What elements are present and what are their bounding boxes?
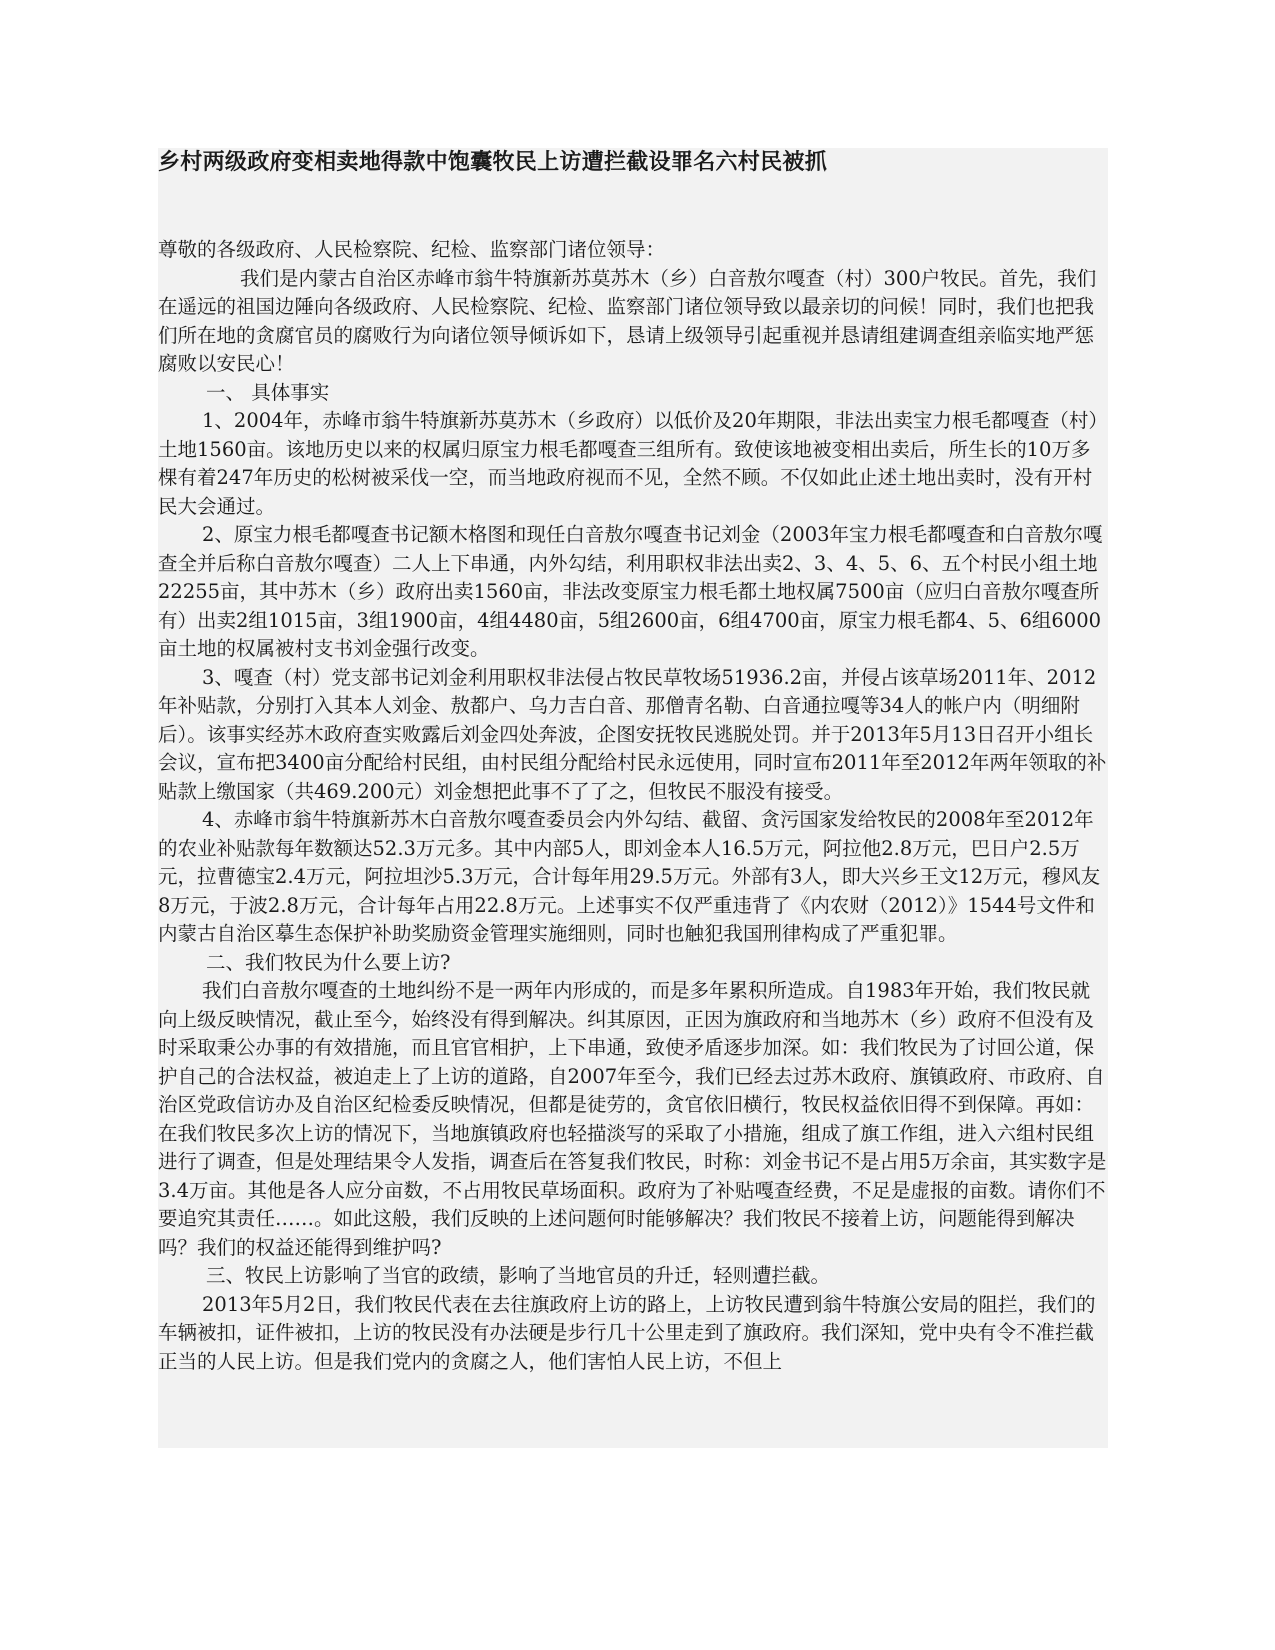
section-heading-1: 一、 具体事实 xyxy=(206,380,330,404)
fact-paragraph-2: 2、原宝力根毛都嘎查书记额木格图和现任白音敖尔嘎查书记刘金（2003年宝力根毛都嘎查和白音敖尔嘎查全并后称白音敖尔嘎查）二人上下串通，内外勾结，利用职权非法出卖2、3、4、5、6、五个村民小组土地22255亩，其中苏木（乡）政府出卖1560亩，非法改变原宝力根毛都土地权属7500亩（应归白音敖尔嘎查所有）出卖2组1015亩，3组1900亩，4组4480亩，5组2600亩，6组4700亩，原宝力根毛都4、5、6组6000亩土地的权属被村支书刘金强行改变。 xyxy=(158,523,1103,660)
fact-paragraph-3: 3、嘎查（村）党支部书记刘金利用职权非法侵占牧民草牧场51936.2亩，并侵占该草场2011年、2012年补贴款，分别打入其本人刘金、敖都户、乌力吉白音、那僧青名勒、白音通拉嘎等34人的帐户内（明细附后）。该事实经苏木政府查实败露后刘金四处奔波，企图安抚牧民逃脱处罚。并于2013年5月13日召开小组长会议，宣布把3400亩分配给村民组，由村民组分配给村民永远使用，同时宣布2011年至2012年两年领取的补贴款上缴国家（共469.200元）刘金想把此事不了了之，但牧民不服没有接受。 xyxy=(158,665,1107,803)
section-heading-3: 三、牧民上访影响了当官的政绩，影响了当地官员的升迁，轻则遭拦截。 xyxy=(206,1264,831,1287)
section-3-paragraph: 2013年5月2日，我们牧民代表在去往旗政府上访的路上，上访牧民遭到翁牛特旗公安局的阻拦，我们的车辆被扣，证件被扣，上访的牧民没有办法硬是步行几十公里走到了旗政府。我们深知，党中央有令不准拦截正当的人民上访。但是我们党内的贪腐之人，他们害怕人民上访，不但上 xyxy=(158,1292,1096,1373)
document-body xyxy=(158,236,1108,1376)
fact-paragraph-4: 4、赤峰市翁牛特旗新苏木白音敖尔嘎查委员会内外勾结、截留、贪污国家发给牧民的2008年至2012年的农业补贴款每年数额达52.3万元多。其中内部5人，即刘金本人16.5万元，阿拉他2.8万元，巴日户2.5万元，拉曹德宝2.4万元，阿拉坦沙5.3万元，合计每年用29.5万元。外部有3人，即大兴乡王文12万元，穆风友8万元，于波2.8万元，合计每年占用22.8万元。上述事实不仅严重违背了《内农财（2012）》1544号文件和内蒙古自治区摹生态保护补助奖励资金管理实施细则，同时也触犯我国刑律构成了严重犯罪。 xyxy=(158,808,1101,945)
intro-paragraph: 我们是内蒙古自治区赤峰市翁牛特旗新苏莫苏木（乡）白音敖尔嘎查（村）300户牧民。首先，我们在遥远的祖国边陲向各级政府、人民检察院、纪检、监察部门诸位领导致以最亲切的问候！同时，我们也把我们所在地的贪腐官员的腐败行为向诸位领导倾诉如下，恳请上级领导引起重视并恳请组建调查组亲临实地严惩腐败以安民心！ xyxy=(158,266,1097,375)
document-title: 乡村两级政府变相卖地得款中饱囊牧民上访遭拦截设罪名六村民被抓 xyxy=(158,150,828,175)
section-2-paragraph: 我们白音敖尔嘎查的土地纠纷不是一两年内形成的，而是多年累积所造成。自1983年开始，我们牧民就向上级反映情况，截止至今，始终没有得到解决。纠其原因，正因为旗政府和当地苏木（乡）政府不但没有及时采取秉公办事的有效措施，而且官官相护，上下串通，致使矛盾逐步加深。如：我们牧民为了讨回公道，保护自己的合法权益，被迫走上了上访的道路，自2007年至今，我们已经去过苏木政府、旗镇政府、市政府、自治区党政信访办及自治区纪检委反映情况，但都是徒劳的，贪官依旧横行，牧民权益依旧得不到保障。再如：在我们牧民多次上访的情况下，当地旗镇政府也轻描淡写的采取了小措施，组成了旗工作组，进入六组村民组进行了调查，但是处理结果令人发指，调查后在答复我们牧民，时称：刘金书记不是占用5万余亩，其实数字是3.4万亩。其他是各人应分亩数，不占用牧民草场面积。政府为了补贴嘎查经费，不足是虚报的亩数。请你们不要追究其责任……。如此这般，我们反映的上述问题何时能够解决？我们牧民不接着上访，问题能得到解决吗？我们的权益还能得到维护吗? xyxy=(158,979,1107,1259)
salutation: 尊敬的各级政府、人民检察院、纪检、监察部门诸位领导： xyxy=(158,238,666,261)
document-text-area xyxy=(158,148,1108,1448)
fact-paragraph-1: 1、2004年，赤峰市翁牛特旗新苏莫苏木（乡政府）以低价及20年期限，非法出卖宝力根毛都嘎查（村）土地1560亩。该地历史以来的权属归原宝力根毛都嘎查三组所有。致使该地被变相出卖后，所生长的10万多棵有着247年历史的松树被采伐一空，而当地政府视而不见，全然不顾。不仅如此止述土地出卖时，没有开村民大会通过。 xyxy=(158,409,1108,518)
section-heading-2: 二、我们牧民为什么要上访? xyxy=(206,950,451,974)
